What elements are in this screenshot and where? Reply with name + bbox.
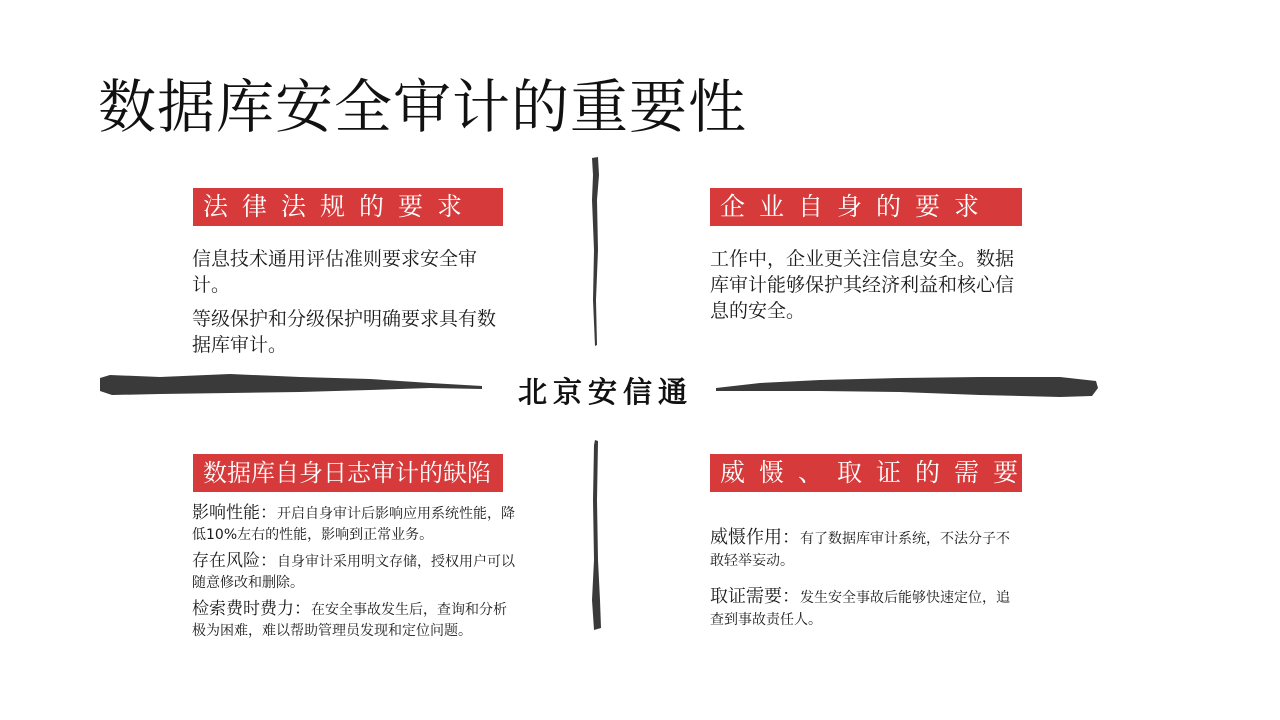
legal-paragraph: 信息技术通用评估准则要求安全审计。 — [192, 248, 478, 296]
heading-enterprise: 企业自身的要求 — [710, 188, 1022, 226]
page-title: 数据库安全审计的重要性 — [98, 73, 748, 141]
deterrence-item-lead: 取证需要： — [710, 586, 800, 607]
defects-body — [192, 503, 517, 647]
heading-defects: 数据库自身日志审计的缺陷 — [193, 454, 503, 492]
defect-item-lead: 检索费时费力： — [192, 599, 311, 619]
legal-paragraph: 等级保护和分级保护明确要求具有数据库审计。 — [192, 308, 497, 356]
defect-item — [192, 551, 517, 594]
defect-item-text: 自身审计采用明文存储，授权用户可以随意修改和删除。 — [192, 554, 515, 591]
enterprise-paragraph: 工作中，企业更关注信息安全。数据库审计能够保护其经济利益和核心信息的安全。 — [710, 248, 1015, 322]
brush-stroke-bottom — [592, 440, 601, 630]
defect-item — [192, 503, 517, 546]
deterrence-item-text: 有了数据库审计系统，不法分子不敢轻举妄动。 — [710, 531, 1010, 569]
enterprise-body — [710, 246, 1015, 332]
deterrence-item-text: 发生安全事故后能够快速定位，追查到事故责任人。 — [710, 590, 1010, 628]
brush-stroke-left — [100, 374, 482, 395]
defect-item-text: 开启自身审计后影响应用系统性能，降低10%左右的性能，影响到正常业务。 — [192, 506, 515, 543]
heading-deterrence: 威慑、取证的需要 — [710, 454, 1022, 492]
deterrence-body — [710, 527, 1020, 645]
defect-item — [192, 599, 517, 642]
legal-body — [192, 246, 497, 366]
company-name: 北京安信通 — [518, 375, 694, 409]
defect-item-text: 在安全事故发生后，查询和分析极为困难，难以帮助管理员发现和定位问题。 — [192, 602, 507, 639]
deterrence-item — [710, 586, 1020, 631]
deterrence-item-lead: 威慑作用： — [710, 527, 800, 548]
brush-stroke-top — [592, 157, 599, 346]
brush-stroke-right — [716, 377, 1098, 397]
defect-item-lead: 影响性能： — [192, 503, 277, 523]
heading-legal: 法律法规的要求 — [193, 188, 503, 226]
deterrence-item — [710, 527, 1020, 572]
defect-item-lead: 存在风险： — [192, 551, 277, 571]
